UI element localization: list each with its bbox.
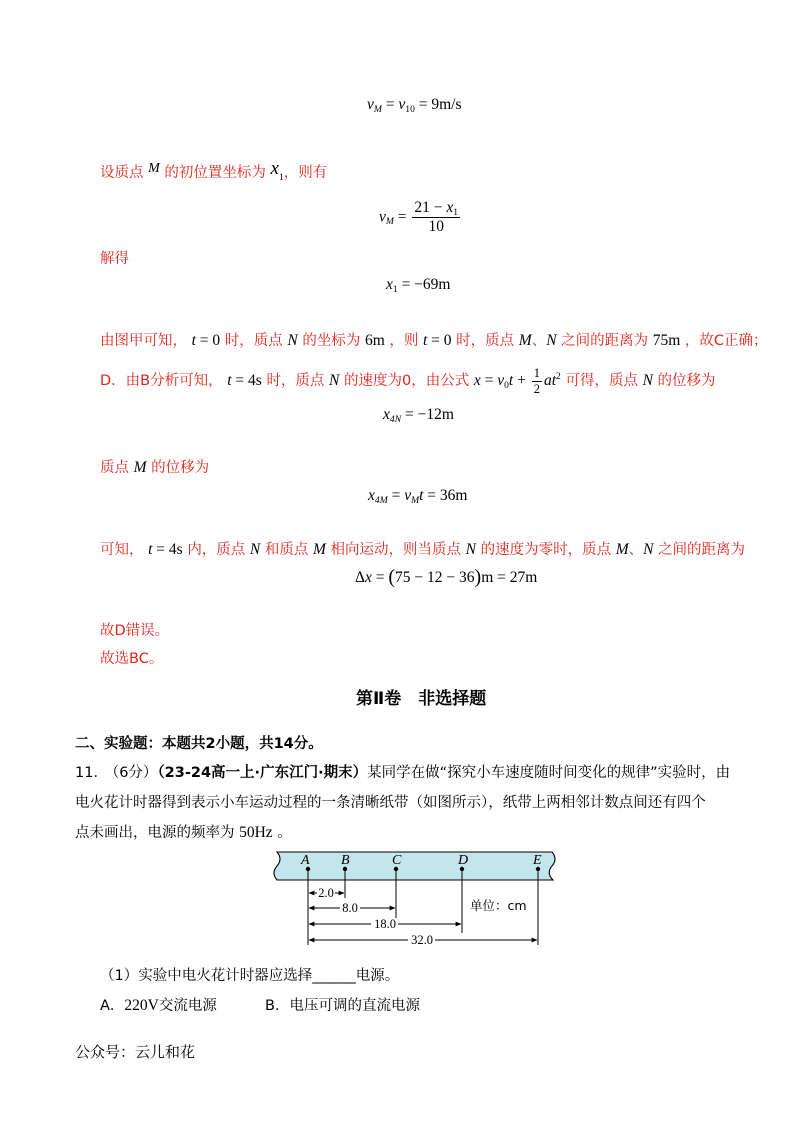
var-v: v <box>497 372 505 390</box>
numerator: 1 <box>532 367 542 382</box>
subscript-0: 0 <box>504 380 509 392</box>
equals: = <box>393 208 411 226</box>
m-displacement-label <box>100 459 209 477</box>
subscript-1: 1 <box>278 171 284 183</box>
var-x: x <box>368 487 375 504</box>
option-c-analysis <box>100 332 768 350</box>
text-seg: 相向运动，则当质点 <box>330 542 462 558</box>
sub-question-prompt: （1）实验中电火花计时器应选择 <box>100 968 313 984</box>
question-stem: 。 <box>277 825 292 841</box>
text-seg: 的速度为零时，质点 <box>480 542 612 558</box>
subscript-m: M <box>373 103 382 115</box>
delta-symbol: Δ <box>355 569 365 586</box>
text-seg: 之间的距离为 <box>561 333 649 349</box>
subscript-1: 1 <box>453 206 459 218</box>
distance-equation <box>355 568 537 587</box>
var-m: M <box>148 161 160 176</box>
text-seg: 的坐标为 <box>302 333 361 349</box>
frequency-value: 50Hz <box>239 824 273 841</box>
var-n: N <box>329 372 340 390</box>
text-seg: 和质点 <box>264 542 309 558</box>
paper-tape <box>274 852 555 880</box>
var-n: N <box>465 541 476 558</box>
var-n: N <box>643 541 654 558</box>
set-initial-position-text <box>100 160 327 182</box>
time-value: = 0 <box>427 332 452 349</box>
numerator <box>412 200 460 218</box>
relative-motion-text <box>100 541 745 559</box>
subscript-10: 10 <box>405 103 415 115</box>
velocity-value: = 9m/s <box>414 96 462 113</box>
var-m: M <box>312 541 326 558</box>
var-m: M <box>518 332 532 349</box>
var-x: x <box>446 199 454 216</box>
solve-label: 解得 <box>100 251 129 267</box>
text-seg: 、 <box>531 333 547 349</box>
var-n: N <box>642 372 653 390</box>
var-x1 <box>270 158 284 183</box>
option-d-wrong: 故D错误。 <box>100 623 170 639</box>
difference-expr: 75 − 12 − 36 <box>395 569 475 586</box>
coordinate-value: 6m <box>364 332 385 349</box>
var-v: v <box>398 96 406 113</box>
velocity-fraction-equation <box>379 200 462 236</box>
text-seg: 设质点 <box>100 165 144 181</box>
left-paren: ( <box>388 566 396 588</box>
text-seg: 质点 <box>100 460 129 476</box>
distance-ab-label: 2.0 <box>318 886 334 900</box>
velocity-m-equation <box>367 96 462 114</box>
plus: + <box>513 372 530 390</box>
question-stem: 点未画出，电源的频率为 <box>75 825 235 841</box>
time-expr <box>227 372 262 389</box>
var-x: x <box>386 276 393 293</box>
var-n: N <box>249 541 261 558</box>
question-stem: 某同学在做“探究小车速度随时间变化的规律”实验时，由 <box>367 765 731 781</box>
option-b <box>265 997 420 1015</box>
option-a <box>100 997 217 1015</box>
text-seg: 可知， <box>100 542 144 558</box>
part-ii-title: 第Ⅱ卷 非选择题 <box>356 689 487 709</box>
denominator: 2 <box>533 382 540 397</box>
option-b-label: B． <box>265 998 290 1014</box>
answer-blank: ______ <box>312 968 356 984</box>
option-b-text: 电压可调的直流电源 <box>289 998 420 1014</box>
var-v: v <box>379 208 386 226</box>
numerator-text: 21 − <box>414 199 447 216</box>
section-heading: 二、实验题：本题共2小题，共14分。 <box>75 736 323 752</box>
text-seg: ，则 <box>389 333 419 349</box>
text-seg: 之间的距离为 <box>658 542 746 558</box>
q11-line-2: 电火花计时器得到表示小车运动过程的一条清晰纸带（如图所示），纸带上两相邻计数点间还有四个 <box>75 795 706 811</box>
text-seg: 、 <box>628 542 644 558</box>
question-number: 11． <box>75 765 108 781</box>
final-answer: 故选BC。 <box>100 651 164 667</box>
var-m: M <box>133 459 147 476</box>
var-n: N <box>287 332 298 349</box>
time-expr <box>192 332 221 349</box>
text-seg: 时，质点 <box>456 333 515 349</box>
superscript-2: 2 <box>556 371 561 383</box>
time-value: = 0 <box>195 332 221 349</box>
question-score: （6分） <box>111 765 158 781</box>
var-t: t <box>227 372 232 390</box>
time-value: = 4s <box>231 372 262 390</box>
x1-value: = −69m <box>397 276 451 293</box>
sub-question-1 <box>100 967 399 985</box>
text-seg: ，故C正确； <box>684 333 768 349</box>
var-at: at <box>543 372 557 390</box>
var-x: x <box>364 569 372 586</box>
option-a-text: 交流电源 <box>158 998 217 1014</box>
var-t: t <box>419 487 424 504</box>
n-displacement-equation <box>383 406 454 424</box>
text-seg: ，则有 <box>283 165 328 181</box>
text-seg: 时，质点 <box>266 373 325 390</box>
time-value: = 4s <box>152 541 183 558</box>
denominator: 10 <box>428 218 444 236</box>
displacement-value: = 36m <box>423 487 468 504</box>
footer-account: 公众号：云儿和花 <box>75 1043 196 1061</box>
equals: = <box>480 372 498 390</box>
q11-line-3 <box>75 824 292 842</box>
var-t: t <box>191 332 196 349</box>
half-fraction <box>532 367 542 396</box>
var-m: M <box>615 541 629 558</box>
displacement-value: = −12m <box>401 406 454 423</box>
distance-value: m = 27m <box>481 569 538 586</box>
var-t: t <box>422 332 428 349</box>
paper-tape-figure <box>265 845 565 950</box>
text-seg: 的位移为 <box>151 460 210 476</box>
point-c-label: C <box>392 853 402 868</box>
equals: = <box>381 96 399 113</box>
text-seg: D．由B分析可知， <box>100 373 223 390</box>
point-e-label: E <box>533 853 542 868</box>
var-v: v <box>367 96 374 113</box>
text-seg: 内，质点 <box>187 542 246 558</box>
subscript-4n: 4N <box>389 413 402 425</box>
option-d-analysis <box>100 367 716 396</box>
text-seg: 可得，质点 <box>565 373 638 390</box>
var-t: t <box>148 541 153 558</box>
time-expr <box>148 541 183 558</box>
option-a-label: A． <box>100 998 125 1014</box>
subscript-m: M <box>385 216 394 228</box>
var-x: x <box>473 372 481 390</box>
text-seg: 的位移为 <box>657 373 716 390</box>
time-expr <box>423 332 452 349</box>
equals: = <box>371 569 389 586</box>
var-x: x <box>270 158 279 179</box>
unit-label: 单位：cm <box>470 898 527 913</box>
var-x: x <box>383 406 390 423</box>
x1-result-equation <box>386 276 450 294</box>
var-v: v <box>404 487 412 504</box>
distance-ac-label: 8.0 <box>342 901 358 915</box>
text-seg: 的初位置坐标为 <box>164 165 266 181</box>
var-t: t <box>508 372 514 390</box>
distance-ae-label: 32.0 <box>411 933 433 947</box>
point-b-label: B <box>341 853 350 868</box>
distance-value: 75m <box>652 332 681 349</box>
subscript-1: 1 <box>392 283 398 295</box>
subscript-m: M <box>411 494 420 506</box>
equals: = <box>387 487 405 504</box>
text-seg: 的速度为0，由公式 <box>344 373 470 390</box>
distance-ad-label: 18.0 <box>374 917 396 931</box>
text-seg: 时，质点 <box>224 333 283 349</box>
q11-line-1 <box>75 764 730 782</box>
voltage-value: 220V <box>124 997 159 1014</box>
point-a-label: A <box>301 853 310 868</box>
subscript-4m: 4M <box>374 494 388 506</box>
var-n: N <box>546 332 557 349</box>
kinematics-formula <box>473 366 561 397</box>
point-d-label: D <box>458 853 469 868</box>
m-displacement-equation <box>368 487 467 505</box>
right-paren: ) <box>474 566 482 588</box>
fraction <box>412 200 460 236</box>
sub-question-suffix: 电源。 <box>355 968 400 984</box>
text-seg: 由图甲可知， <box>100 333 187 349</box>
question-source: （23-24高一上·广东江门·期末） <box>157 765 368 781</box>
